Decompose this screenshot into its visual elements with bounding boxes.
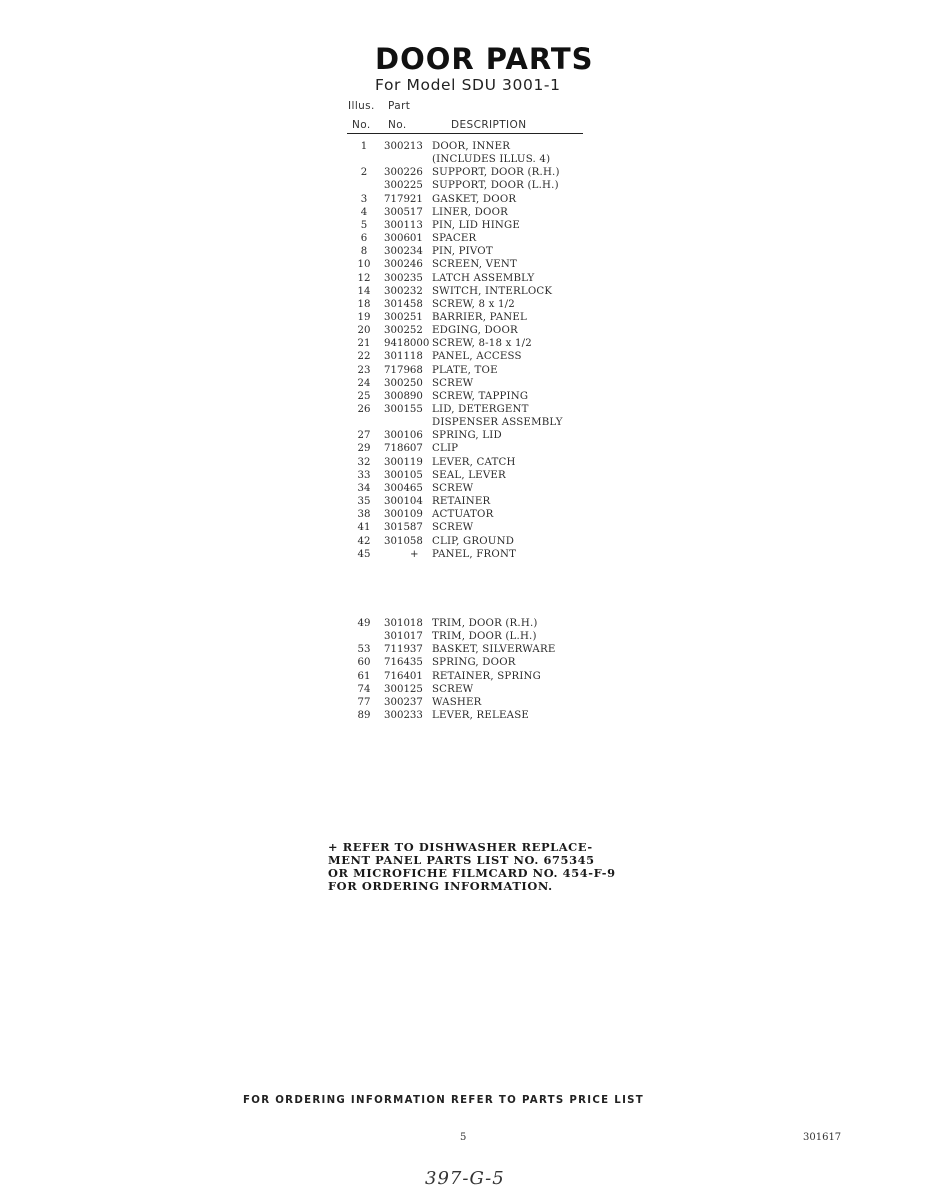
part-description: SPRING, DOOR (432, 657, 516, 669)
part-number: 300104 (384, 496, 423, 508)
part-description: RETAINER (432, 496, 491, 508)
part-description: TRIM, DOOR (R.H.) (432, 618, 538, 629)
part-description: SWITCH, INTERLOCK (432, 285, 553, 297)
illus-number: 1 (360, 141, 368, 152)
part-number: 300234 (384, 246, 423, 258)
part-column-header-line2: No. (388, 119, 407, 131)
part-description: RETAINER, SPRING (432, 670, 542, 682)
part-number: 300465 (384, 482, 423, 494)
page-title: DOOR PARTS (375, 42, 594, 76)
note-line: MENT PANEL PARTS LIST NO. 675345 (328, 853, 595, 867)
description-column-header: DESCRIPTION (451, 119, 527, 131)
part-description: SCREW, 8 x 1/2 (432, 298, 515, 310)
illus-number: 6 (360, 233, 368, 245)
part-number: 717921 (384, 193, 423, 205)
part-description: DISPENSER ASSEMBLY (432, 417, 563, 429)
part-number: 300119 (384, 456, 423, 468)
part-description: SCREW, TAPPING (432, 390, 529, 402)
part-description: SCREW (432, 377, 474, 389)
part-description: SPACER (432, 233, 477, 245)
part-number: 300235 (384, 272, 423, 284)
part-description: PLATE, TOE (432, 364, 498, 376)
part-description: LINER, DOOR (432, 206, 509, 218)
part-number: 300246 (384, 259, 423, 271)
part-description: LEVER, CATCH (432, 456, 516, 468)
part-number: 300226 (384, 167, 423, 179)
part-description: SUPPORT, DOOR (L.H.) (432, 180, 559, 192)
illus-number: 33 (357, 469, 371, 481)
part-number: 301587 (384, 522, 423, 534)
part-number: 717968 (384, 364, 423, 376)
part-description: LID, DETERGENT (432, 404, 529, 415)
handwritten-mark: 397-G-5 (425, 1168, 505, 1189)
part-description: SPRING, LID (432, 430, 502, 442)
part-number: 300233 (384, 710, 423, 722)
part-number: 716401 (384, 670, 423, 682)
part-description: SEAL, LEVER (432, 469, 506, 481)
illus-number: 45 (357, 548, 371, 560)
part-description: TRIM, DOOR (L.H.) (432, 631, 537, 643)
part-description: BARRIER, PANEL (432, 311, 527, 323)
illus-number: 8 (360, 246, 368, 258)
note-line: FOR ORDERING INFORMATION. (328, 879, 553, 893)
part-description: DOOR, INNER (432, 141, 511, 152)
document-number: 301617 (803, 1132, 842, 1143)
part-description: CLIP (432, 443, 459, 455)
illus-number: 24 (357, 377, 371, 389)
part-description: PIN, PIVOT (432, 246, 493, 258)
part-number: 300252 (384, 325, 423, 337)
illus-number: 5 (360, 219, 368, 231)
part-number: 300109 (384, 509, 423, 521)
part-number: 718607 (384, 443, 423, 455)
part-number: 300125 (384, 683, 423, 695)
illus-number: 61 (357, 670, 371, 682)
part-number: 300155 (384, 404, 423, 415)
part-number: 301017 (384, 631, 423, 643)
note-line: OR MICROFICHE FILMCARD NO. 454-F-9 (328, 866, 616, 880)
panel-reference-note (328, 841, 618, 893)
illus-number: 89 (357, 710, 371, 722)
part-description: CLIP, GROUND (432, 535, 515, 547)
illus-number: 77 (357, 696, 371, 708)
part-number: 301018 (384, 618, 423, 629)
illus-number: 49 (357, 618, 371, 629)
part-number: 300250 (384, 377, 423, 389)
illus-number: 19 (357, 311, 371, 323)
part-description: SCREW (432, 482, 474, 494)
part-number: 300225 (384, 180, 423, 192)
part-number: 300237 (384, 696, 423, 708)
page-number: 5 (460, 1132, 467, 1143)
part-description: SCREW (432, 522, 474, 534)
illus-number: 38 (357, 509, 371, 521)
illus-number: 20 (357, 325, 371, 337)
illus-number: 35 (357, 496, 371, 508)
part-number: 300106 (384, 430, 423, 442)
illus-number: 74 (357, 683, 371, 695)
part-number: 300517 (384, 206, 423, 218)
part-number: 300105 (384, 469, 423, 481)
illus-number: 4 (360, 206, 368, 218)
illus-number: 41 (357, 522, 371, 534)
illus-number: 2 (360, 167, 368, 179)
part-number: 300251 (384, 311, 423, 323)
part-description: SUPPORT, DOOR (R.H.) (432, 167, 560, 179)
part-column-header-line1: Part (388, 100, 411, 112)
illus-number: 60 (357, 657, 371, 669)
illus-number: 3 (360, 193, 368, 205)
part-number: 716435 (384, 657, 423, 669)
illus-number: 26 (357, 404, 371, 415)
part-description: (INCLUDES ILLUS. 4) (432, 154, 551, 166)
part-description: PANEL, ACCESS (432, 351, 522, 363)
illus-number: 32 (357, 456, 371, 468)
note-line: + REFER TO DISHWASHER REPLACE- (328, 840, 593, 854)
part-number: 301458 (384, 298, 423, 310)
part-description: SCREEN, VENT (432, 259, 517, 271)
part-number: 300113 (384, 219, 423, 231)
part-description: EDGING, DOOR (432, 325, 518, 337)
part-description: PIN, LID HINGE (432, 219, 521, 231)
illus-column-header-line2: No. (352, 119, 371, 131)
part-description: SCREW (432, 683, 474, 695)
part-number: 9418000 (384, 338, 430, 350)
illus-number: 18 (357, 298, 371, 310)
illus-number: 10 (357, 259, 371, 271)
part-description: PANEL, FRONT (432, 548, 517, 560)
illus-number: 14 (357, 285, 371, 297)
part-description: WASHER (432, 696, 482, 708)
part-number: 300601 (384, 233, 423, 245)
illus-number: 29 (357, 443, 371, 455)
illus-column-header-line1: Illus. (348, 100, 375, 112)
part-description: BASKET, SILVERWARE (432, 644, 556, 656)
part-description: LEVER, RELEASE (432, 710, 530, 722)
part-number: + (410, 548, 419, 560)
illus-number: 22 (357, 351, 371, 363)
part-number: 711937 (384, 644, 423, 656)
ordering-footer: FOR ORDERING INFORMATION REFER TO PARTS PRICE LIST (243, 1095, 645, 1106)
illus-number: 25 (357, 390, 371, 402)
part-number: 301058 (384, 535, 423, 547)
part-number: 300890 (384, 390, 423, 402)
part-number: 300232 (384, 285, 423, 297)
illus-number: 53 (357, 644, 371, 656)
model-subtitle: For Model SDU 3001-1 (375, 76, 561, 94)
illus-number: 12 (357, 272, 371, 284)
part-description: SCREW, 8-18 x 1/2 (432, 338, 532, 350)
part-description: GASKET, DOOR (432, 193, 517, 205)
part-description: ACTUATOR (432, 509, 494, 521)
illus-number: 27 (357, 430, 371, 442)
illus-number: 42 (357, 535, 371, 547)
part-number: 301118 (384, 351, 423, 363)
illus-number: 34 (357, 482, 371, 494)
part-description: LATCH ASSEMBLY (432, 272, 535, 284)
part-number: 300213 (384, 141, 423, 152)
illus-number: 21 (357, 338, 371, 350)
illus-number: 23 (357, 364, 371, 376)
